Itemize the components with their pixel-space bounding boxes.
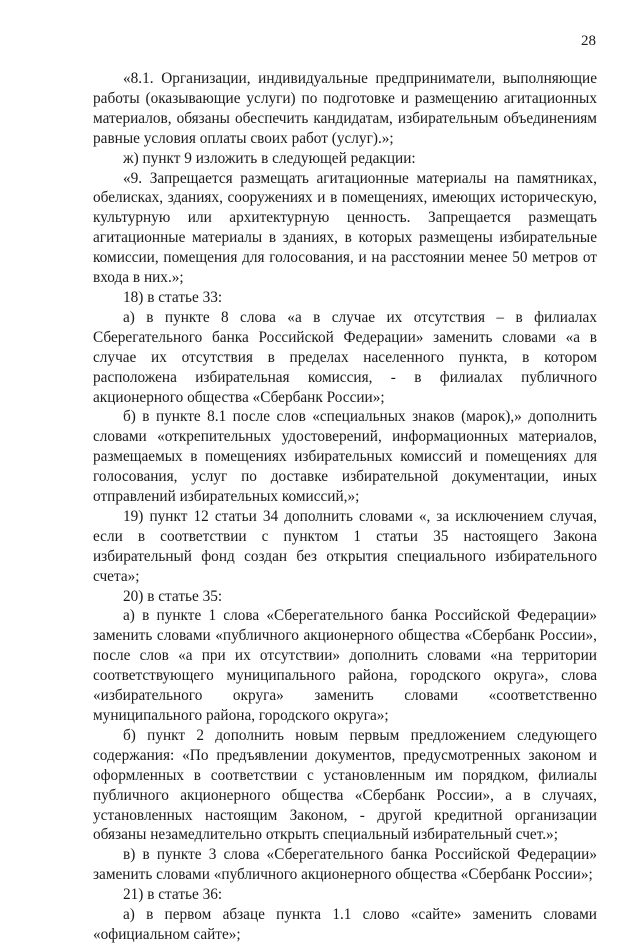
page-number: 28 bbox=[581, 33, 596, 49]
paragraph-20-a: а) в пункте 1 слова «Сберегательного банка Российской Федерации» заменить словами «публичного акционерного общества «Сбербанк России», после слов «а при их отсутствии» дополнить словами «на территории соответствующего муниципального района, городского округа», слова «избирательного округа» заменить словами «соответственно муниципального района, городского округа»; bbox=[93, 607, 597, 724]
paragraph-21-article-36: 21) в статье 36: bbox=[123, 886, 223, 904]
paragraph-19: 19) пункт 12 статьи 34 дополнить словами «, за исключением случая, если в соответствии с пунктом 1 статьи 35 настоящего Закона избирательный фонд создан без открытия специального избирательного счета»; bbox=[93, 507, 597, 585]
paragraph-18-b: б) в пункте 8.1 после слов «специальных знаков (марок),» дополнить словами «открепительных удостоверений, информационных материалов, размещаемых в помещениях избирательных комиссий и помещениях для голосования, услуг по доставке избирательной документации, иных отправлений избирательных комиссий,»; bbox=[93, 408, 597, 506]
paragraph-18-a: а) в пункте 8 слова «а в случае их отсутствия – в филиалах Сберегательного банка Российской Федерации» заменить словами «а в случае их отсутствия в пределах населенного пункта, в котором расположена избирательная комиссия, - в филиалах публичного акционерного общества «Сбербанк России»; bbox=[93, 308, 597, 406]
paragraph-20-v: в) в пункте 3 слова «Сберегательного банка Российской Федерации» заменить словами «публичного акционерного общества «Сбербанк России»; bbox=[93, 846, 597, 884]
paragraph-18-article-33: 18) в статье 33: bbox=[123, 288, 223, 306]
paragraph-zh-item-9: ж) пункт 9 изложить в следующей редакции: bbox=[123, 149, 416, 167]
paragraph-21-a: а) в первом абзаце пункта 1.1 слово «сайте» заменить словами «официальном сайте»; bbox=[93, 906, 597, 943]
document-body bbox=[93, 69, 597, 945]
paragraph-20-article-35: 20) в статье 35: bbox=[123, 587, 223, 605]
paragraph-9-text: «9. Запрещается размещать агитационные материалы на памятниках, обелисках, зданиях, сооружениях и в помещениях, имеющих историческую, культурную или архитектурную ценность. Запрещается размещать агитационные материалы в зданиях, в которых размещены избирательные комиссии, помещения для голосования, и на расстоянии менее 50 метров от входа в них.»; bbox=[93, 169, 597, 287]
paragraph-8-1-text: «8.1. Организации, индивидуальные предприниматели, выполняющие работы (оказывающие услуги) по подготовке и размещению агитационных материалов, обязаны обеспечить кандидатам, избирательным объединениям равные условия оплаты своих работ (услуг).»; bbox=[93, 70, 597, 147]
paragraph-20-b: б) пункт 2 дополнить новым первым предложением следующего содержания: «По предъявлении документов, предусмотренных законом и оформленных в соответствии с установленным им порядком, филиалы публичного акционерного общества «Сбербанк России», а в случаях, установленных настоящим Законом, - другой кредитной организации обязаны незамедлительно открыть специальный избирательный счет.»; bbox=[93, 726, 597, 844]
